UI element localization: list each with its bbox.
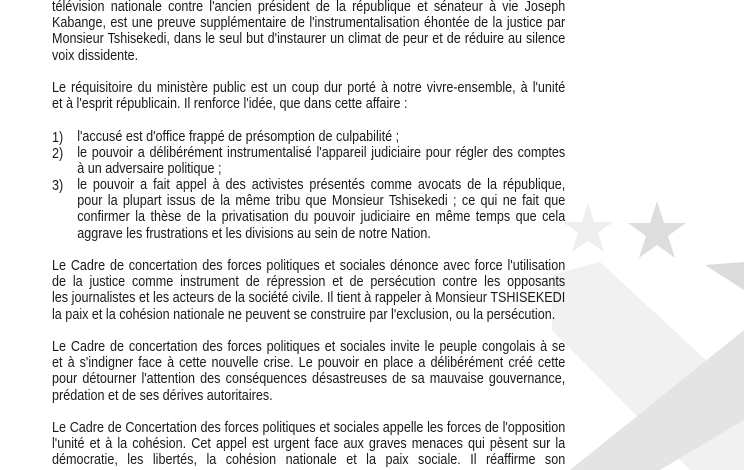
document-body [52,0,565,468]
paragraph-gap [52,112,565,128]
text-line: prédation et de ses dérives autoritaires. [52,386,273,404]
text-line: à un adversaire politique ; [77,159,222,177]
text-line: pour la plupart issus de la même tribu que Monsieur Tshisekedi ; ce qui ne fait que [77,193,566,210]
text-line: Le Cadre de concertation des forces politiques et sociales invite le peuple congolais à se [52,338,566,355]
text-line: Le Cadre de Concertation des forces politiques et sociales appelle les forces de l'opposition [52,419,566,436]
list-number: 1) [52,128,64,146]
text-line: et à s'indigner face à cette nouvelle crise. Le pouvoir en place a délibérément créé cette [52,355,566,372]
text-line: démocratie, les libertés, la cohésion nationale et la paix sociale. Il réaffirme son [52,452,566,469]
text-line: aggrave les frustrations et les divisions au sein de notre Nation. [77,224,431,242]
paragraph-gap [52,64,565,80]
paragraph-gap [52,404,565,420]
text-line: Kabange, est une preuve supplémentaire de l'instrumentalisation éhontée de la justice par [52,15,566,32]
list-number: 3) [52,177,64,195]
text-line: Monsieur Tshisekedi, dans le seul but d'instaurer un climat de peur et de réduire au silence [52,31,566,48]
text-line: Le réquisitoire du ministère public est un coup dur porté à notre vivre-ensemble, à l'unité [52,79,566,96]
list-item [52,177,565,242]
text-line: télévision nationale contre l'ancien président de la république et sénateur à vie Joseph [52,0,566,15]
text-line: le pouvoir a délibérément instrumentalisé l'appareil judiciaire pour régler des comptes [77,144,566,161]
list-number: 2) [52,144,64,162]
paragraph-gap [52,323,565,339]
text-line: les journalistes et les acteurs de la société civile. Il tient à rappeler à Monsieur TSHISEKEDI [52,290,566,307]
text-line: l'unité et à la cohésion. Cet appel est urgent face aux graves menaces qui pèsent sur la [52,436,566,453]
text-line: Le Cadre de concertation des forces politiques et sociales dénonce avec force l'utilisation [52,258,566,274]
star-icon [628,201,686,258]
list-item [52,145,565,177]
star-icon [563,203,613,252]
watermark-corner [705,262,744,290]
text-line: la paix et la cohésion nationale ne peuvent se construire par l'exclusion, ou la persécution. [52,305,556,323]
text-line: de la justice comme instrument de répression et de persécution contre les opposants [52,274,566,291]
text-line: confirmer la thèse de la privatisation du pouvoir judiciaire en même temps que cela [77,209,566,226]
text-line: voix dissidente. [52,46,139,64]
text-line: le pouvoir a fait appel à des activistes présentés comme avocats de la république, [77,177,566,194]
text-line: pour détourner l'attention des conséquences désastreuses de sa mauvaise gouvernance, [52,371,566,388]
paragraph-gap [52,242,565,258]
text-line: et à l'esprit républicain. Il renforce l'idée, que dans cette affaire : [52,95,408,113]
list-item [52,129,565,145]
text-line: l'accusé est d'office frappé de présomption de culpabilité ; [77,127,400,145]
